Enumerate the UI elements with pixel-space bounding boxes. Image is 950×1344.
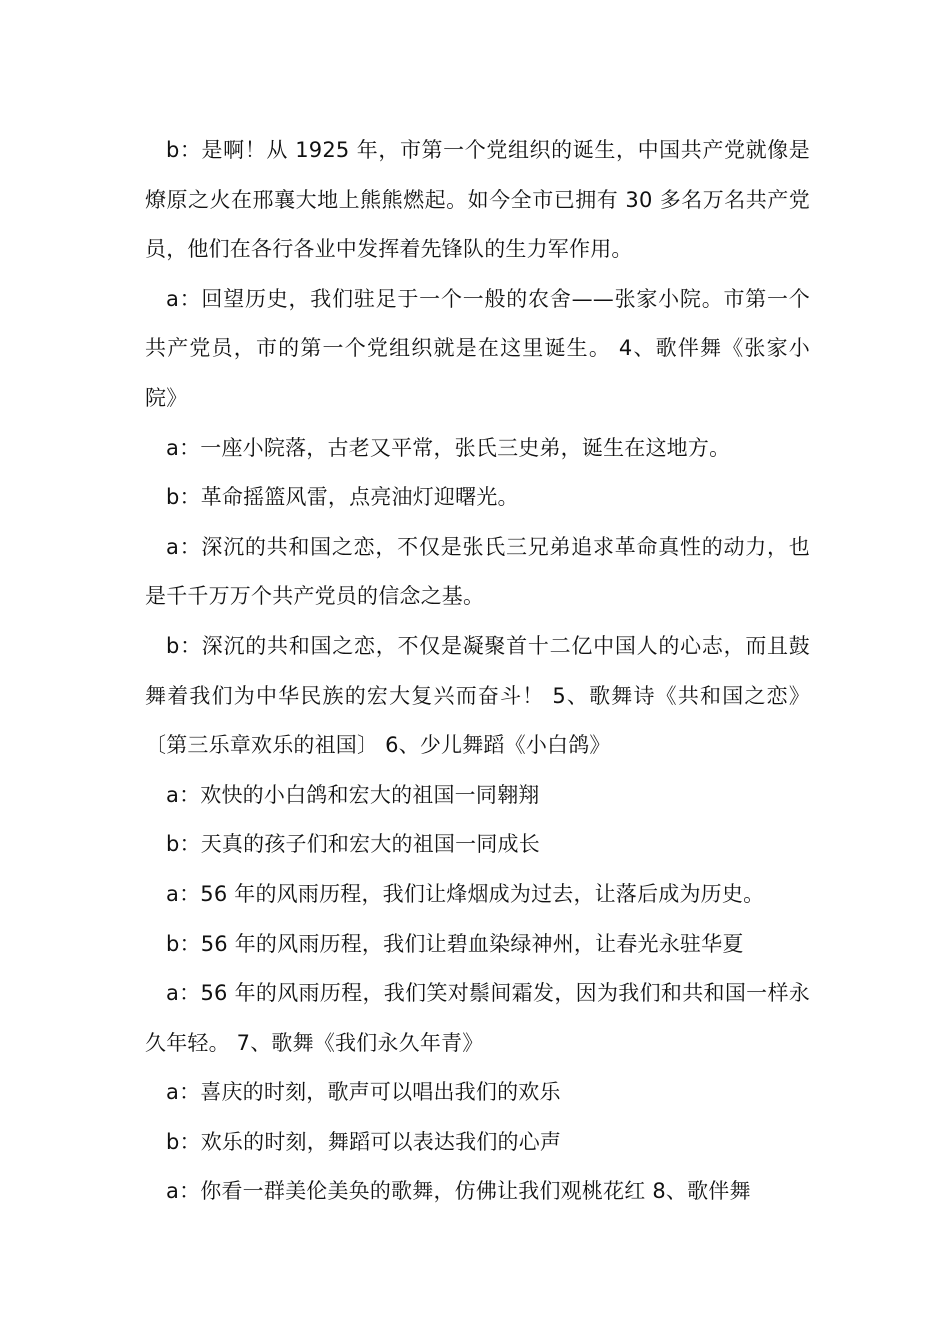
paragraph: a：喜庆的时刻，歌声可以唱出我们的欢乐 xyxy=(166,1080,561,1105)
paragraph: a：一座小院落，古老又平常，张氏三史弟，诞生在这地方。 xyxy=(166,435,731,460)
paragraph: b：天真的孩子们和宏大的祖国一同成长 xyxy=(166,832,540,857)
paragraph: a：56 年的风雨历程，我们笑对鬃间霜发，因为我们和共和国一样永久年轻。 7、歌舞《我们永久年青》 xyxy=(145,981,810,1055)
paragraph: b：深沉的共和国之恋，不仅是凝聚首十二亿中国人的心志，而且鼓舞着我们为中华民族的宏大复兴而奋斗！ 5、歌舞诗《共和国之恋》 〔第三乐章欢乐的祖国〕 6、少儿舞蹈《小白鸽》 xyxy=(145,633,810,758)
document-body xyxy=(145,126,810,1217)
paragraph: a：深沉的共和国之恋，不仅是张氏三兄弟追求革命真性的动力，也是千千万万个共产党员的信念之基。 xyxy=(145,534,810,609)
paragraph: b：56 年的风雨历程，我们让碧血染绿神州，让春光永驻华夏 xyxy=(166,931,744,956)
paragraph: a：回望历史，我们驻足于一个一般的农舍——张家小院。市第一个共产党员，市的第一个党组织就是在这里诞生。 4、歌伴舞《张家小院》 xyxy=(145,286,810,410)
paragraph: a：欢快的小白鸽和宏大的祖国一同翱翔 xyxy=(166,782,540,807)
paragraph: b：欢乐的时刻，舞蹈可以表达我们的心声 xyxy=(166,1129,562,1154)
paragraph: b：革命摇篮风雷，点亮油灯迎曙光。 xyxy=(166,485,519,510)
paragraph: b：是啊！从 1925 年，市第一个党组织的诞生，中国共产党就像是燎原之火在邢襄大地上熊熊燃起。如今全市已拥有 30 多名万名共产党员，他们在各行各业中发挥着先锋队的生力军作用。 xyxy=(145,138,810,262)
paragraph: a：56 年的风雨历程，我们让烽烟成为过去，让落后成为历史。 xyxy=(166,881,765,906)
paragraph: a：你看一群美伦美奂的歌舞，仿佛让我们观桃花红 8、歌伴舞 xyxy=(166,1179,751,1204)
